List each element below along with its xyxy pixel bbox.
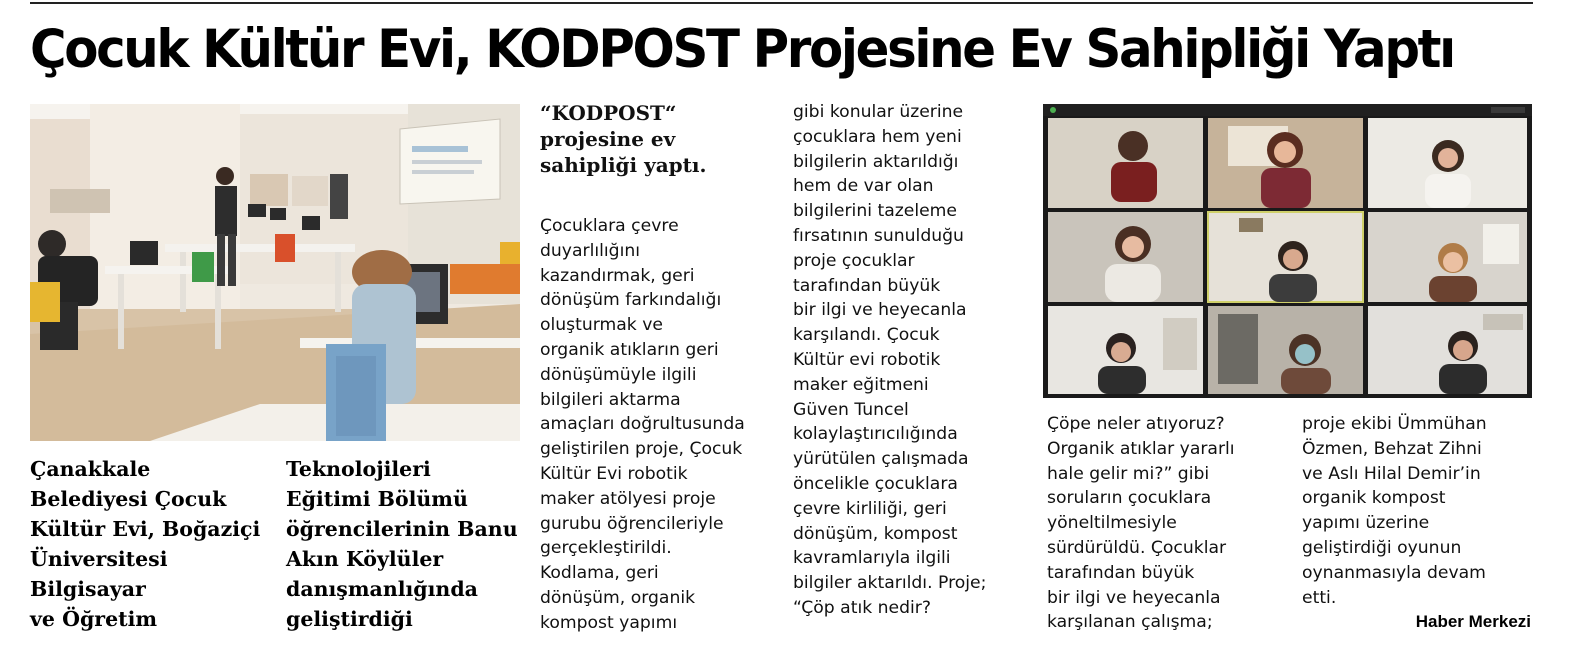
body-line: Özmen, Behzat Zihni: [1302, 438, 1482, 459]
body-line: Kodlama, geri: [540, 563, 659, 584]
body-line: dönüşüm, organik: [540, 587, 696, 608]
lead-line: Kültür Evi, Boğaziçi: [30, 517, 261, 541]
body-line: gerçekleştirildi.: [540, 538, 672, 559]
body-line: etti.: [1302, 587, 1337, 608]
headline: Çocuk Kültür Evi, KODPOST Projesine Ev Sahipliği Yaptı: [30, 19, 1454, 80]
lead-line: geliştirdiği: [286, 607, 413, 631]
lead-line: Belediyesi Çocuk: [30, 487, 227, 511]
body-line: proje çocuklar: [793, 250, 915, 271]
body-line: oynanmasıyla devam: [1302, 562, 1486, 583]
body-line: bir ilgi ve heyecanla: [793, 300, 967, 321]
body-line: Güven Tuncel: [793, 399, 909, 420]
body-line: geliştirdiği oyunun: [1302, 537, 1462, 558]
video-conference-photo: [1043, 104, 1532, 398]
body-line: tarafından büyük: [1047, 562, 1195, 583]
body-line: “Çöp atık nedir?: [793, 597, 931, 618]
byline: Haber Merkezi: [1415, 612, 1531, 631]
body-line: bilgiler aktarıldı. Proje;: [793, 573, 987, 594]
body-column-3: [540, 214, 780, 636]
body-line: yöneltilmesiyle: [1047, 513, 1177, 534]
body-line: fırsatının sunulduğu: [793, 225, 964, 246]
lead-line: danışmanlığında: [286, 577, 478, 601]
body-column-5: [1047, 412, 1292, 635]
body-line: Organik atıklar yararlı: [1047, 438, 1235, 459]
body-line: proje ekibi Ümmühan: [1302, 414, 1487, 434]
body-line: Kültür evi robotik: [793, 349, 941, 370]
lead-column-1: [30, 454, 270, 634]
subheading-line: “KODPOST“: [540, 101, 677, 125]
lead-line: ve Öğretim: [30, 607, 158, 631]
body-line: maker atölyesi proje: [540, 488, 716, 509]
body-line: Çöpe neler atıyoruz?: [1047, 414, 1225, 434]
body-line: kompost yapımı: [540, 612, 678, 633]
body-line: bir ilgi ve heyecanla: [1047, 587, 1221, 608]
body-line: bilgilerini tazeleme: [793, 201, 958, 222]
body-line: tarafından büyük: [793, 275, 941, 296]
body-line: bilgileri aktarma: [540, 389, 681, 410]
body-line: öncelikle çocuklara: [793, 473, 958, 494]
top-rule: [30, 2, 1533, 4]
subheading: [540, 100, 760, 178]
body-line: hale gelir mi?” gibi: [1047, 463, 1210, 484]
body-line: organik atıkların geri: [540, 339, 719, 360]
lead-line: öğrencilerinin Banu: [286, 517, 518, 541]
body-line: oluşturmak ve: [540, 315, 663, 336]
body-line: bilgilerin aktarıldığı: [793, 151, 959, 172]
body-line: karşılanan çalışma;: [1047, 612, 1213, 633]
subheading-line: sahipliği yaptı.: [540, 153, 707, 177]
body-line: amaçları doğrultusunda: [540, 414, 745, 435]
lead-line: Bilgisayar: [30, 577, 146, 601]
body-line: dönüşüm, kompost: [793, 523, 958, 544]
body-line: dönüşüm farkındalığı: [540, 290, 722, 311]
body-line: hem de var olan: [793, 176, 934, 197]
body-column-4: [793, 100, 1033, 621]
body-line: gibi konular üzerine: [793, 102, 964, 122]
body-line: karşılandı. Çocuk: [793, 325, 940, 346]
classroom-photo: [30, 104, 520, 441]
body-line: kolaylaştırıcılığında: [793, 424, 958, 445]
body-line: dönüşümüyle ilgili: [540, 364, 697, 385]
body-line: çevre kirliliği, geri: [793, 498, 947, 519]
body-line: Kültür Evi robotik: [540, 463, 688, 484]
body-line: yapımı üzerine: [1302, 513, 1430, 534]
lead-line: Akın Köylüler: [286, 547, 444, 571]
lead-column-2: [286, 454, 526, 634]
body-column-6: [1302, 412, 1532, 610]
lead-line: Üniversitesi: [30, 547, 168, 571]
body-line: sürdürüldü. Çocuklar: [1047, 537, 1227, 558]
lead-line: Çanakkale: [30, 457, 151, 481]
subheading-line: projesine ev: [540, 127, 676, 151]
body-line: yürütülen çalışmada: [793, 449, 969, 470]
body-line: ve Aslı Hilal Demir’in: [1302, 463, 1481, 484]
body-line: çocuklara hem yeni: [793, 126, 962, 147]
body-line: maker eğitmeni: [793, 374, 929, 395]
body-line: organik kompost: [1302, 488, 1446, 509]
body-line: geliştirilen proje, Çocuk: [540, 439, 743, 460]
body-line: Çocuklara çevre: [540, 216, 679, 236]
lead-line: Eğitimi Bölümü: [286, 487, 468, 511]
body-line: duyarlılığını: [540, 240, 641, 261]
lead-line: Teknolojileri: [286, 457, 431, 481]
body-line: kazandırmak, geri: [540, 265, 695, 286]
body-line: soruların çocuklara: [1047, 488, 1212, 509]
body-line: gurubu öğrencileriyle: [540, 513, 724, 534]
body-line: kavramlarıyla ilgili: [793, 548, 951, 569]
